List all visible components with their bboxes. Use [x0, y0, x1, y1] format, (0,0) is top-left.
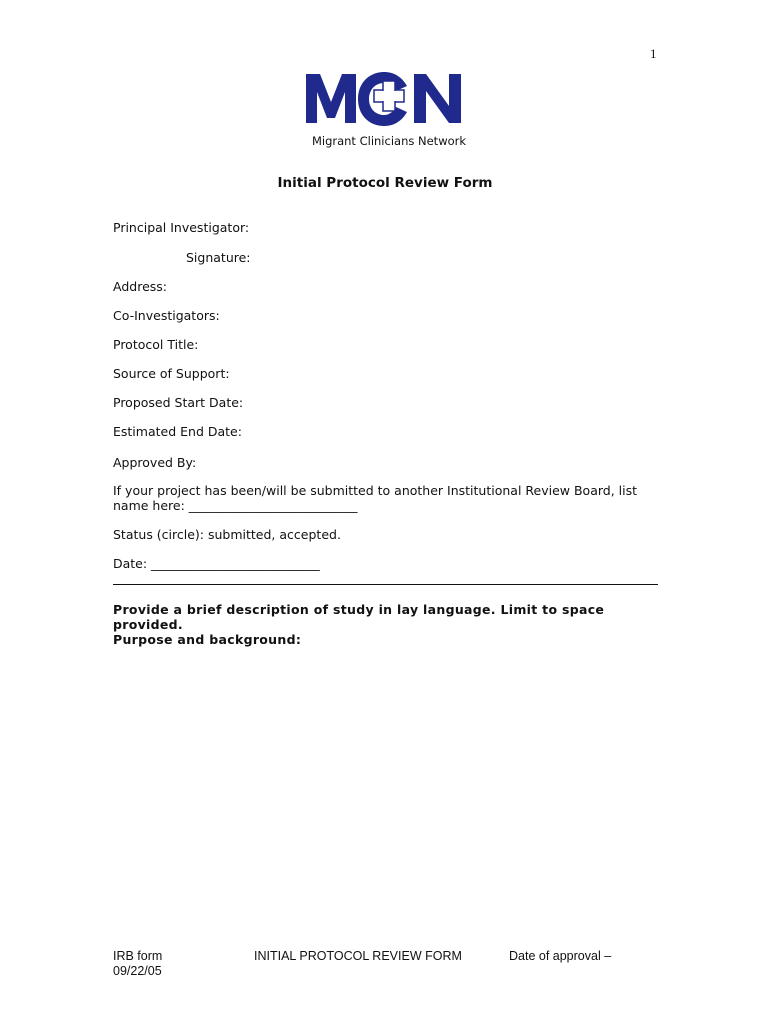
mcn-logo-mark	[304, 68, 474, 130]
description-line2: provided.	[113, 617, 183, 632]
signature-label: Signature:	[186, 250, 251, 265]
irb-question-line1: If your project has been/will be submitted to another Institutional Review Board, list	[113, 483, 638, 498]
irb-section	[113, 483, 663, 513]
irb-status: Status (circle): submitted, accepted.	[113, 527, 341, 542]
approved-by-label: Approved By:	[113, 455, 197, 470]
proposed-start-date-label: Proposed Start Date:	[113, 395, 244, 410]
co-investigators-label: Co-Investigators:	[113, 308, 220, 323]
irb-date: Date: ___________________________	[113, 556, 320, 571]
footer-form-name: IRB form	[113, 949, 163, 963]
footer-left	[113, 949, 162, 979]
form-title: Initial Protocol Review Form	[277, 175, 493, 191]
description-instructions	[113, 602, 658, 647]
description-line1: Provide a brief description of study in lay language. Limit to space	[113, 602, 605, 617]
estimated-end-date-label: Estimated End Date:	[113, 424, 242, 439]
address-label: Address:	[113, 279, 167, 294]
footer-form-date: 09/22/05	[113, 964, 162, 978]
source-of-support-label: Source of Support:	[113, 366, 230, 381]
logo-subtitle: Migrant Clinicians Network	[311, 134, 467, 148]
page-number: 1	[650, 46, 657, 61]
footer-approval-date: Date of approval –	[509, 949, 612, 963]
protocol-title-label: Protocol Title:	[113, 337, 199, 352]
section-divider	[113, 584, 658, 585]
purpose-heading: Purpose and background:	[113, 632, 302, 647]
principal-investigator-label: Principal Investigator:	[113, 220, 250, 235]
mcn-logo	[304, 68, 474, 152]
footer-center-title: INITIAL PROTOCOL REVIEW FORM	[254, 949, 462, 963]
irb-name-line: name here: ___________________________	[113, 498, 358, 513]
